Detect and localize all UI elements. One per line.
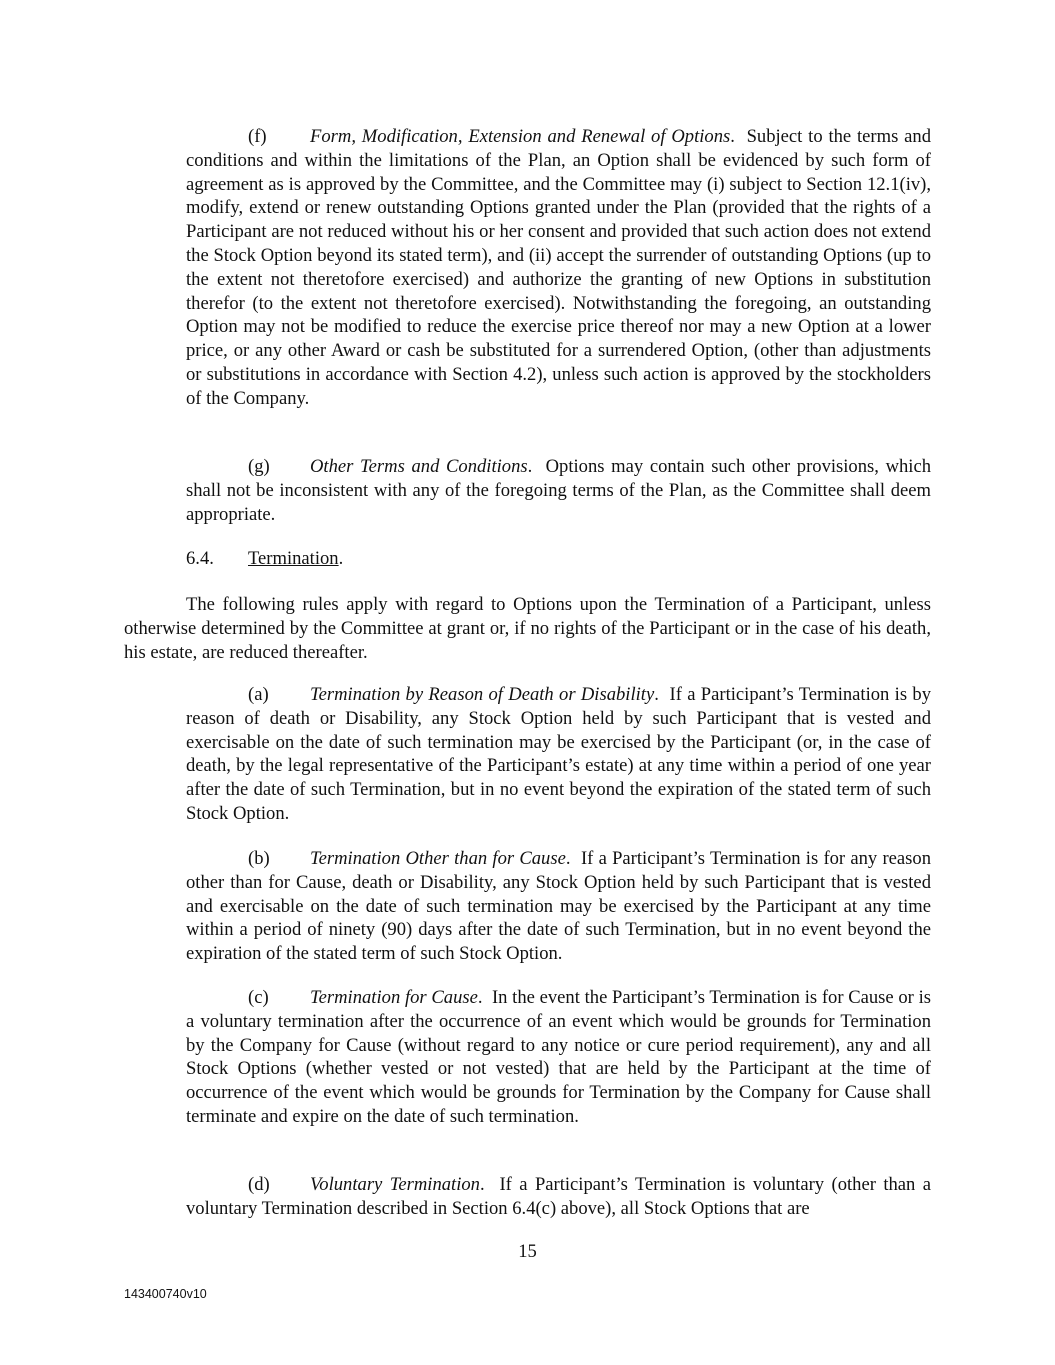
paragraph-g: (g) Other Terms and Conditions. Options may contain such other provisions, which shall not be inconsistent with any of the foregoing terms of the Plan, as the Committee shall deem appropriate.	[186, 456, 932, 525]
paragraph-g-label: (g)	[248, 456, 270, 477]
paragraph-c-label: (c)	[248, 987, 269, 1008]
paragraph-c: (c) Termination for Cause. In the event the Participant’s Termination is for Cause or is a voluntary termination after the occurrence of an event which would be grounds for Termination by the Company for Cause (without regard to any notice or cure period requirement), any and all Stock Options (whether vested or not vested) that are held by the Participant at the time of occurrence of the event which would be grounds for Termination by the Company for Cause shall terminate and expire on the date of such termination.	[186, 987, 931, 1127]
section-heading: 6.4. Termination.	[186, 548, 344, 569]
paragraph-b-title: Termination Other than for Cause	[310, 848, 566, 869]
paragraph-f-body: Subject to the terms and conditions and within the limitations of the Plan, an Option shall be evidenced by such form of agreement as is approved by the Committee, and the Committee may (i) subject to Section 12.1(iv), modify, extend or renew outstanding Options granted under the Plan (provided that the rights of a Participant are not reduced without his or her consent and provided that such action does not extend the Stock Option beyond its stated term), and (ii) accept the surrender of outstanding Options (up to the extent not theretofore exercised) and authorize the granting of new Options in substitution therefor (to the extent not theretofore exercised). Notwithstanding the foregoing, an outstanding Option may not be modified to reduce the exercise price thereof nor may a new Option at a lower price, or any other Award or cash be substituted for a surrendered Option, (other than adjustments or substitutions in accordance with Section 4.2), unless such action is approved by the stockholders of the Company.	[186, 126, 931, 409]
paragraph-f-title: Form, Modification, Extension and Renewal of Options	[310, 126, 731, 147]
document-id: 143400740v10	[124, 1287, 207, 1301]
paragraph-f: (f) Form, Modification, Extension and Renewal of Options. Subject to the terms and conditions and within the limitations of the Plan, an Option shall be evidenced by such form of agreement as is approved by the Committee, and the Committee may (i) subject to Section 12.1(iv), modify, extend or renew outstanding Options granted under the Plan (provided that the rights of a Participant are not reduced without his or her consent and provided that such action does not extend the Stock Option beyond its stated term), and (ii) accept the surrender of outstanding Options (up to the extent not theretofore exercised) and authorize the granting of new Options in substitution therefor (to the extent not theretofore exercised). Notwithstanding the foregoing, an outstanding Option may not be modified to reduce the exercise price thereof nor may a new Option at a lower price, or any other Award or cash be substituted for a surrendered Option, (other than adjustments or substitutions in accordance with Section 4.2), unless such action is approved by the stockholders of the Company.	[186, 126, 931, 409]
paragraph-d: (d) Voluntary Termination. If a Participant’s Termination is voluntary (other than a voluntary Termination described in Section 6.4(c) above), all Stock Options that are	[186, 1174, 931, 1219]
paragraph-a-label: (a)	[248, 684, 269, 705]
intro-paragraph: The following rules apply with regard to Options upon the Termination of a Participant, unless otherwise determined by the Committee at grant or, if no rights of the Participant or in the case of his death, his estate, are reduced thereafter.	[124, 594, 931, 663]
paragraph-b-body: If a Participant’s Termination is for any reason other than for Cause, death or Disability, any Stock Option held by such Participant that is vested and exercisable on the date of such termination may be exercised by the Participant at any time within a period of ninety (90) days after the date of such Termination, but in no event beyond the expiration of the stated term of such Stock Option.	[186, 848, 931, 965]
paragraph-d-label: (d)	[248, 1174, 270, 1195]
paragraph-a-title: Termination by Reason of Death or Disability	[310, 684, 655, 705]
paragraph-d-body: If a Participant’s Termination is voluntary (other than a voluntary Termination described in Section 6.4(c) above), all Stock Options that are	[186, 1174, 931, 1219]
page-number: 15	[518, 1241, 537, 1262]
paragraph-d-title: Voluntary Termination	[310, 1174, 480, 1195]
paragraph-a: (a) Termination by Reason of Death or Disability. If a Participant’s Termination is by reason of death or Disability, any Stock Option held by such Participant that is vested and exercisable on the date of such termination may be exercised by the Participant (or, in the case of death, by the legal representative of the Participant’s estate) at any time within a period of one year after the date of such Termination, but in no event beyond the expiration of the stated term of such Stock Option.	[186, 684, 931, 824]
section-number: 6.4.	[186, 548, 214, 569]
paragraph-g-body: Options may contain such other provisions, which shall not be inconsistent with any of the foregoing terms of the Plan, as the Committee shall deem appropriate.	[186, 456, 932, 525]
paragraph-a-body: If a Participant’s Termination is by reason of death or Disability, any Stock Option held by such Participant that is vested and exercisable on the date of such termination may be exercised by the Participant (or, in the case of death, by the legal representative of the Participant’s estate) at any time within a period of one year after the date of such Termination, but in no event beyond the expiration of the stated term of such Stock Option.	[186, 684, 931, 824]
paragraph-f-label: (f)	[248, 126, 267, 147]
paragraph-b-label: (b)	[248, 848, 270, 869]
paragraph-c-body: In the event the Participant’s Termination is for Cause or is a voluntary termination after the occurrence of an event which would be grounds for Termination by the Company for Cause (without regard to any notice or cure period requirement), any and all Stock Options (whether vested or not vested) that are held by the Participant at the time of occurrence of the event which would be grounds for Termination by the Company for Cause shall terminate and expire on the date of such termination.	[186, 987, 931, 1127]
section-title: Termination	[248, 548, 339, 569]
paragraph-g-title: Other Terms and Conditions	[310, 456, 528, 477]
paragraph-b: (b) Termination Other than for Cause. If a Participant’s Termination is for any reason other than for Cause, death or Disability, any Stock Option held by such Participant that is vested and exercisable on the date of such termination may be exercised by the Participant at any time within a period of ninety (90) days after the date of such Termination, but in no event beyond the expiration of the stated term of such Stock Option.	[186, 848, 931, 965]
paragraph-c-title: Termination for Cause	[310, 987, 478, 1008]
